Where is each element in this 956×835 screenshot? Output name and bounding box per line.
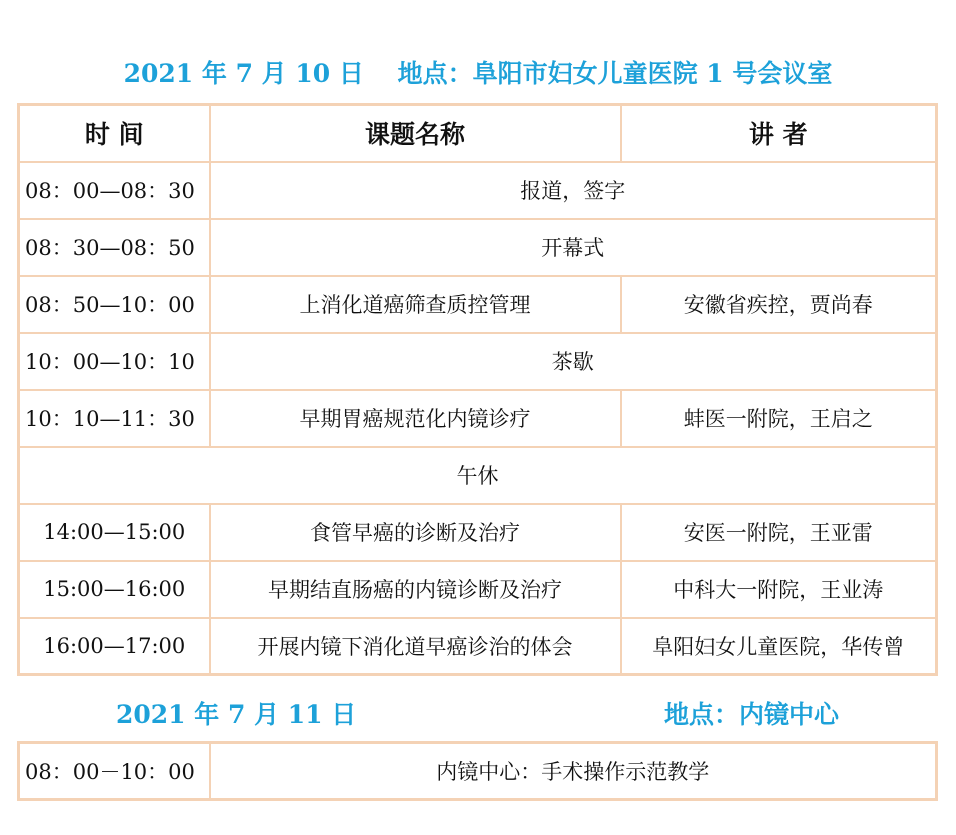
table-row: [19, 743, 937, 800]
row-time: 10：10—11：30: [19, 390, 210, 447]
table-row: [19, 219, 937, 276]
table-row: [19, 618, 937, 675]
table-row: [19, 333, 937, 390]
row-topic: 开幕式: [210, 219, 937, 276]
row-speaker: 安医一附院，王亚雷: [621, 504, 937, 561]
row-time: 08：00—08：30: [19, 162, 210, 219]
day2-location: 地点：内镜中心: [664, 700, 840, 729]
table-row: [19, 390, 937, 447]
table-row: [19, 162, 937, 219]
table-row: [19, 447, 937, 504]
row-topic: 食管早癌的诊断及治疗: [210, 504, 621, 561]
row-time: 08：00－10：00: [19, 743, 210, 800]
row-topic: 开展内镜下消化道早癌诊治的体会: [210, 618, 621, 675]
row-time: 08：50—10：00: [19, 276, 210, 333]
table-row: [19, 276, 937, 333]
table-header-row: [19, 105, 937, 162]
day1-heading: 2021 年 7 月 10 日 地点：阜阳市妇女儿童医院 1 号会议室: [123, 59, 833, 88]
row-topic: 午休: [19, 447, 937, 504]
day2-date: 2021 年 7 月 11 日: [116, 700, 357, 729]
row-time: 08：30—08：50: [19, 219, 210, 276]
table-row: [19, 504, 937, 561]
row-speaker: 中科大一附院，王业涛: [621, 561, 937, 618]
row-time: 15:00—16:00: [19, 561, 210, 618]
row-speaker: 安徽省疾控，贾尚春: [621, 276, 937, 333]
table-row: [19, 561, 937, 618]
row-speaker: 蚌医一附院，王启之: [621, 390, 937, 447]
header-topic: 课题名称: [210, 105, 621, 162]
row-topic: 内镜中心：手术操作示范教学: [210, 743, 937, 800]
row-topic: 茶歇: [210, 333, 937, 390]
day1-schedule-table: [17, 103, 938, 676]
day2-schedule-table: [17, 741, 938, 801]
row-time: 10：00—10：10: [19, 333, 210, 390]
row-topic: 报道，签字: [210, 162, 937, 219]
row-speaker: 阜阳妇女儿童医院，华传曾: [621, 618, 937, 675]
header-speaker: 讲 者: [621, 105, 937, 162]
row-topic: 上消化道癌筛查质控管理: [210, 276, 621, 333]
header-time: 时 间: [19, 105, 210, 162]
row-topic: 早期结直肠癌的内镜诊断及治疗: [210, 561, 621, 618]
row-topic: 早期胃癌规范化内镜诊疗: [210, 390, 621, 447]
row-time: 14:00—15:00: [19, 504, 210, 561]
row-time: 16:00—17:00: [19, 618, 210, 675]
